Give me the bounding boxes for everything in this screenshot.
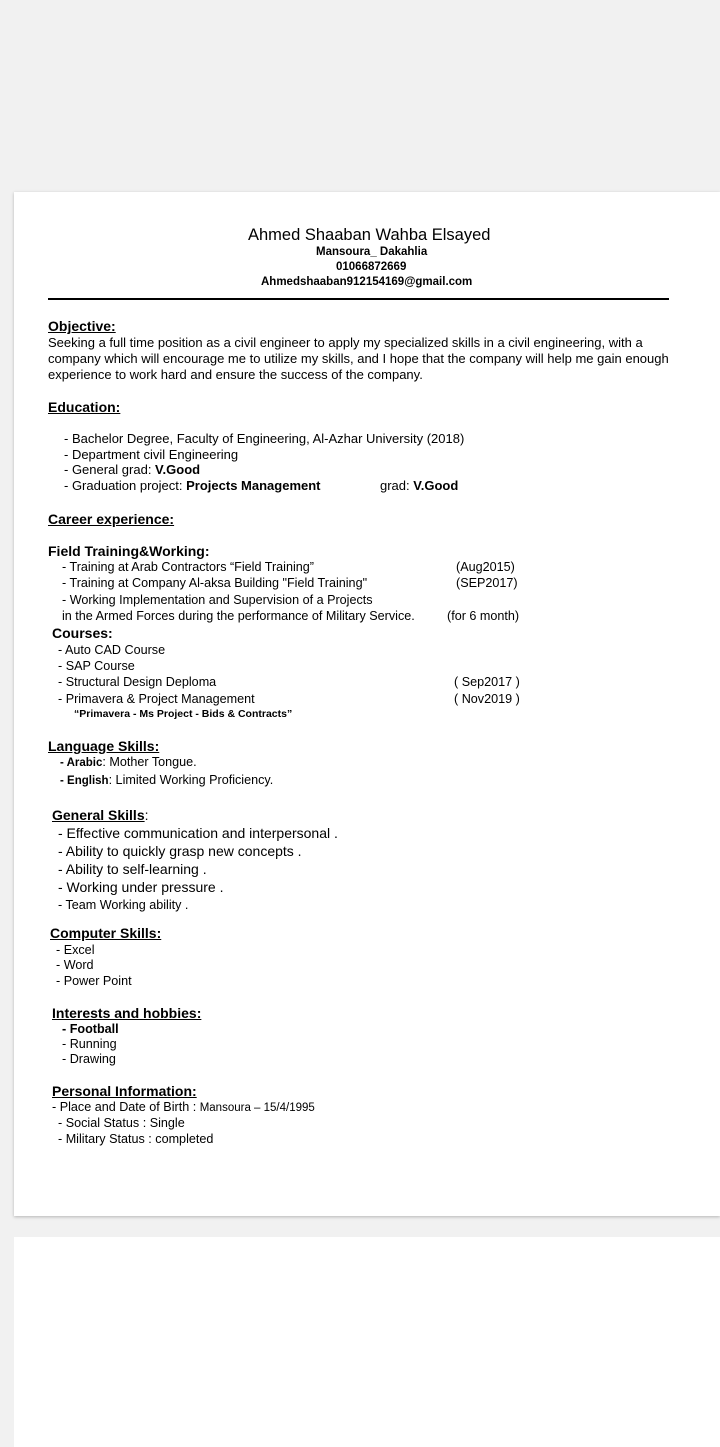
course-item: - SAP Course: [58, 659, 135, 673]
training-item: - Training at Company Al-aksa Building "Field Training": [62, 576, 368, 590]
course-item: - Structural Design Deploma: [58, 675, 217, 689]
training-item: - Training at Arab Contractors “Field Training”: [62, 560, 314, 574]
language-heading: Language Skills:: [48, 738, 160, 754]
course-note: “Primavera - Ms Project - Bids & Contracts”: [74, 708, 293, 720]
computer-skill-item: - Excel: [56, 943, 95, 957]
social-status: - Social Status : Single: [58, 1116, 185, 1130]
course-date: ( Nov2019 ): [454, 692, 520, 706]
computer-skill-item: - Word: [56, 958, 94, 972]
working-line: - Working Implementation and Supervision of a Projects: [62, 593, 373, 607]
phone: 01066872669: [336, 261, 407, 273]
general-skill-item: - Effective communication and interpersonal .: [58, 825, 338, 841]
course-date: ( Sep2017 ): [454, 675, 520, 689]
project-grade: grad: V.Good: [380, 478, 459, 493]
education-item: - General grad: V.Good: [64, 462, 201, 477]
career-heading: Career experience:: [48, 511, 175, 527]
interest-item: - Football: [62, 1022, 119, 1036]
courses-heading: Courses:: [52, 625, 113, 641]
general-skill-item: - Ability to self-learning .: [58, 861, 207, 877]
email: Ahmedshaaban912154169@gmail.com: [261, 276, 473, 288]
next-page: [14, 1237, 720, 1447]
interests-heading: Interests and hobbies:: [52, 1005, 202, 1021]
computer-skill-item: - Power Point: [56, 974, 132, 988]
education-item: - Bachelor Degree, Faculty of Engineering, Al-Azhar University (2018): [64, 431, 465, 446]
general-skills-heading: General Skills:: [52, 807, 149, 823]
education-item: - Graduation project: Projects Management: [64, 478, 321, 493]
training-date: (SEP2017): [456, 576, 518, 590]
course-item: - Primavera & Project Management: [58, 692, 255, 706]
working-duration: (for 6 month): [447, 609, 520, 623]
training-date: (Aug2015): [456, 560, 515, 574]
general-skill-item: - Team Working ability .: [58, 898, 189, 912]
applicant-name: Ahmed Shaaban Wahba Elsayed: [248, 226, 491, 244]
header-divider: [48, 298, 669, 300]
language-english: - English: Limited Working Proficiency.: [60, 773, 274, 787]
location: Mansoura_ Dakahlia: [316, 246, 428, 258]
working-line: in the Armed Forces during the performance of Military Service.: [62, 609, 415, 623]
interest-item: - Drawing: [62, 1052, 116, 1066]
objective-heading: Objective:: [48, 318, 116, 334]
course-item: - Auto CAD Course: [58, 643, 166, 657]
interest-item: - Running: [62, 1037, 117, 1051]
birth-info: - Place and Date of Birth : Mansoura – 15/4/1995: [52, 1100, 315, 1114]
education-heading: Education:: [48, 399, 121, 415]
language-arabic: - Arabic: Mother Tongue.: [60, 755, 197, 769]
field-training-heading: Field Training&Working:: [48, 543, 210, 559]
general-skill-item: - Working under pressure .: [58, 879, 224, 895]
objective-text: Seeking a full time position as a civil engineer to apply my specialized skills in a civil engineering, with a company which will encourage me to utilize my skills, and I hope that the company will help me gain enough experience to work hard and ensure the success of the company.: [48, 335, 669, 382]
personal-info-heading: Personal Information:: [52, 1083, 197, 1099]
education-item: - Department civil Engineering: [64, 447, 239, 462]
general-skill-item: - Ability to quickly grasp new concepts .: [58, 843, 302, 859]
resume-page: [14, 192, 720, 1216]
computer-skills-heading: Computer Skills:: [50, 925, 162, 941]
military-status: - Military Status : completed: [58, 1132, 214, 1146]
